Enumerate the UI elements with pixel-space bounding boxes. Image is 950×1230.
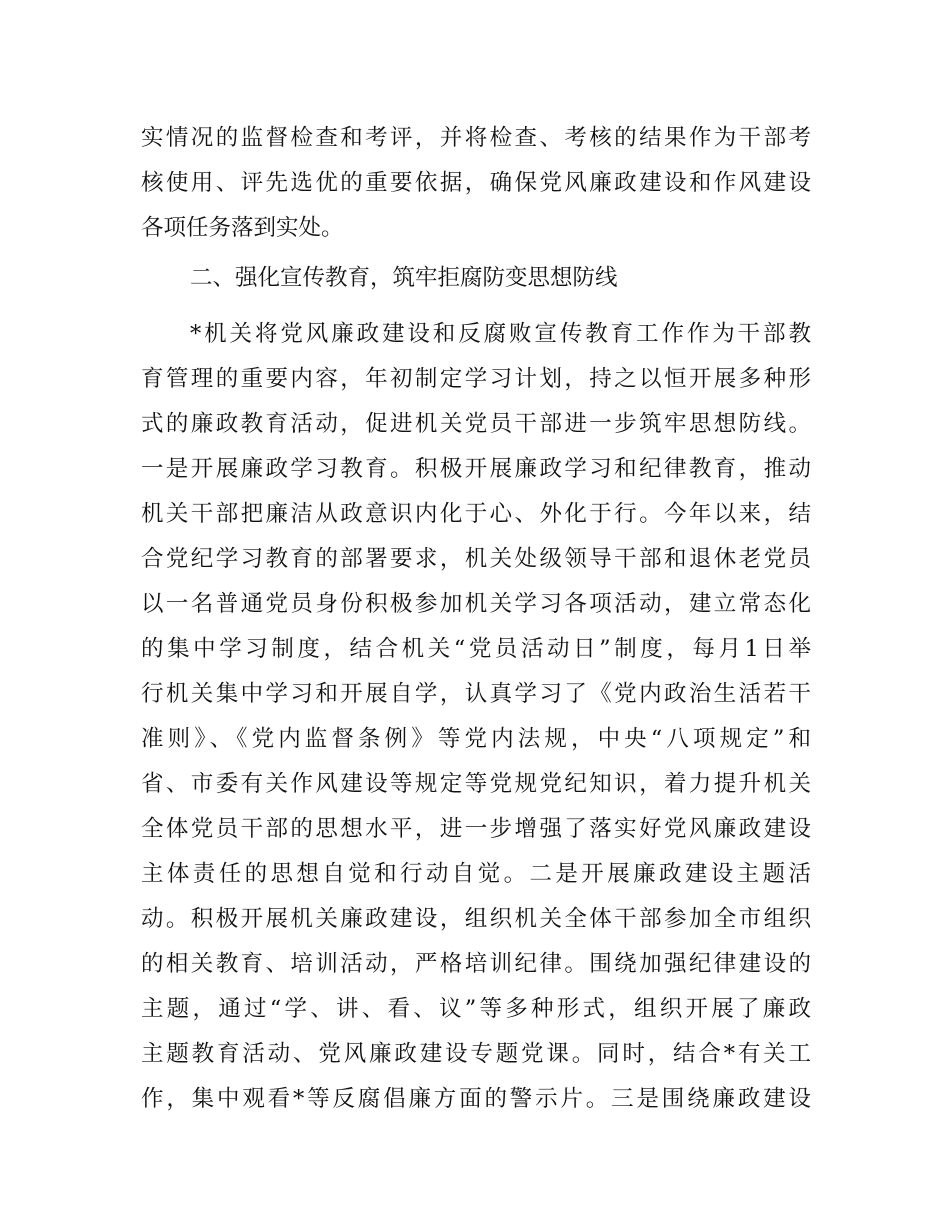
paragraph-line: 核使用、评先选优的重要依据，确保党风廉政建设和作风建设 (141, 170, 811, 196)
paragraph-line: 式的廉政教育活动，促进机关党员干部进一步筑牢思想防线。 (141, 411, 811, 437)
paragraph-line: 的集中学习制度，结合机关“党员活动日”制度，每月1日举 (141, 636, 811, 662)
paragraph-line: 作，集中观看*等反腐倡廉方面的警示片。三是围绕廉政建设 (141, 1086, 811, 1112)
paragraph-line: 机关干部把廉洁从政意识内化于心、外化于行。今年以来，结 (141, 501, 811, 527)
paragraph-line: 实情况的监督检查和考评，并将检查、考核的结果作为干部考 (141, 125, 811, 151)
paragraph-line: 育管理的重要内容，年初制定学习计划，持之以恒开展多种形 (141, 366, 811, 392)
paragraph-line: 准则》、《党内监督条例》等党内法规，中央“八项规定”和 (141, 726, 811, 752)
paragraph-line: 全体党员干部的思想水平，进一步增强了落实好党风廉政建设 (141, 816, 811, 842)
paragraph-line: 主题教育活动、党风廉政建设专题党课。同时，结合*有关工 (141, 1041, 811, 1067)
paragraph-intro (141, 116, 811, 251)
paragraph-line: 行机关集中学习和开展自学，认真学习了《党内政治生活若干 (141, 681, 811, 707)
paragraph-line: 的相关教育、培训活动，严格培训纪律。围绕加强纪律建设的 (141, 951, 811, 977)
paragraph-line: 各项任务落到实处。 (141, 215, 344, 241)
paragraph-line: 主题，通过“学、讲、看、议”等多种形式，组织开展了廉政 (141, 996, 811, 1022)
section-heading: 二、强化宣传教育，筑牢拒腐防变思想防线 (190, 265, 618, 291)
paragraph-line: 省、市委有关作风建设等规定等党规党纪知识，着力提升机关 (141, 771, 811, 797)
paragraph-line: 以一名普通党员身份积极参加机关学习各项活动，建立常态化 (141, 591, 811, 617)
paragraph-body (141, 312, 811, 1122)
paragraph-line: 动。积极开展机关廉政建设，组织机关全体干部参加全市组织 (141, 906, 811, 932)
paragraph-line: *机关将党风廉政建设和反腐败宣传教育工作作为干部教 (190, 321, 811, 347)
paragraph-line: 主体责任的思想自觉和行动自觉。二是开展廉政建设主题活 (141, 861, 811, 887)
paragraph-line: 合党纪学习教育的部署要求，机关处级领导干部和退休老党员 (141, 546, 811, 572)
paragraph-line: 一是开展廉政学习教育。积极开展廉政学习和纪律教育，推动 (141, 456, 811, 482)
